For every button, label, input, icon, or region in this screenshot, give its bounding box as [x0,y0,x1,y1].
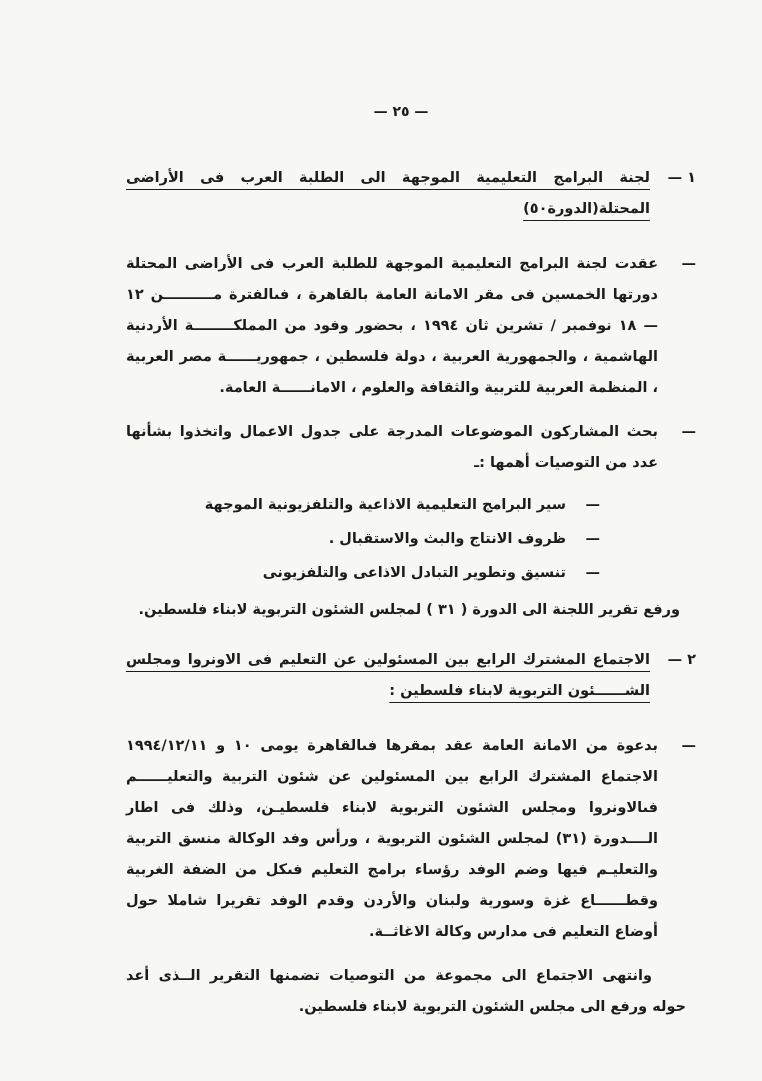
section-1-closing-line: ورفع تقرير اللجنة الى الدورة ( ٣١ ) لمجلس الشئون التربوية لابناء فلسطين. [138,602,680,618]
page-number: — ٢٥ — [373,104,429,120]
section-1-heading [126,163,696,225]
topics-list [126,492,600,587]
list-item [126,560,600,587]
dash-marker: — [681,738,696,754]
paragraph-text: بحث المشاركون الموضوعات المدرجة على جدول الاعمال واتخذوا بشأنها عدد من التوصيات أهمها :ـ [126,424,658,471]
paragraph-text: عقدت لجنة البرامج التعليمية الموجهة للطلبة العرب فى الأراضى المحتلة دورتها الخمسين فى مقر الامانة العامة بالقاهرة ، فىالفترة مــــــــــن ١٢ — ١٨ نوفمبر / تشرين ثان ١٩٩٤ ، بحضور وفود من المملكــــــــة الأردنية الهاشمية ، والجمهورية العربية ، دولة فلسطين ، جمهوريــــــة مصر العربية ، المنظمة العربية للتربية والثقافة والعلوم ، الامانــــــة العامة. [126,256,658,396]
dash-marker: — [681,424,696,440]
section-1-paragraph-1 [126,249,696,404]
section-1-title: لجنة البرامج التعليمية الموجهة الى الطلبة العرب فى الأراضى المحتلة(الدورة٥٠) [126,170,650,217]
section-1-number: ١ — [667,170,696,186]
section-1-paragraph-2 [126,417,696,479]
list-item-text: سير البرامج التعليمية الاذاعية والتلفزيونية الموجهة [204,497,566,513]
section-2-title: الاجتماع المشترك الرابع بين المسئولين عن التعليم فى الاونروا ومجلس الشــــــئون التربوية لابناء فلسطين : [126,652,650,699]
dash-marker: — [585,565,600,581]
section-2-heading [126,645,696,707]
section-2-paragraph-1 [126,731,696,948]
list-item-text: تنسيق وتطوير التبادل الاذاعى والتلفزيونى [262,565,566,581]
list-item-text: ظروف الانتاج والبث والاستقبال . [328,531,566,547]
list-item [126,526,600,553]
dash-marker: — [585,497,600,513]
dash-marker: — [585,531,600,547]
section-2-paragraph-2: وانتهى الاجتماع الى مجموعة من التوصيات تضمنها التقرير الــذى أعد حوله ورفع الى مجلس الشئون التربوية لابناء فلسطين. [126,968,686,1015]
document-content [126,163,696,1023]
list-item [126,492,600,519]
paragraph-text: بدعوة من الامانة العامة عقد بمقرها فىالقاهرة يومى ١٠ و ١٩٩٤/١٢/١١ الاجتماع المشترك الرابع بين المسئولين عن شئون التربية والتعليــــــم فىالاونروا ومجلس الشئون التربوية لابناء فلسطيـن، وذلك فى اطار الــــدورة (٣١) لمجلس الشئون التربوية ، ورأس وفد الوكالة منسق التربية والتعليـم فيها وضم الوفد رؤساء برامج التعليم فىكل من الضفة الغربية وقطــــــاع غزة وسورية ولبنان والأردن وقدم الوفد تقريرا شاملا حول أوضاع التعليم فى مدارس وكالة الاغاثــة. [126,738,658,940]
dash-marker: — [681,256,696,272]
section-2-number: ٢ — [667,652,696,668]
